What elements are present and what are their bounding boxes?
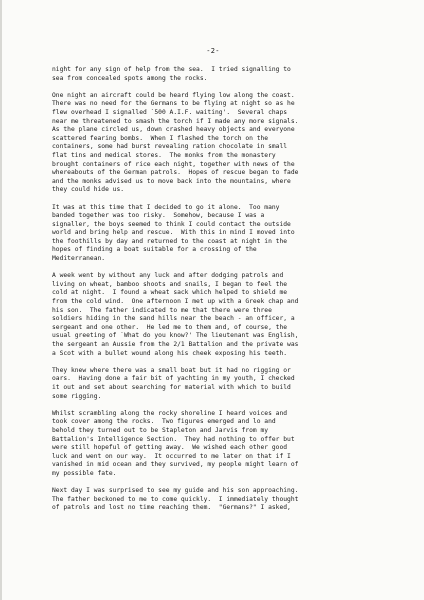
text-line: world and bring help and rescue. With this in mind I moved into	[52, 229, 295, 237]
text-line: oars. Having done a fair bit of yachting in my youth, I checked	[52, 375, 295, 383]
text-line: some rigging.	[52, 392, 102, 400]
text-line: flew overhead I signalled `500 A.I.F. waiting'. Several chaps	[52, 108, 288, 116]
text-line: luck and went on our way. It occurred to me later on that if I	[52, 452, 291, 460]
paragraph	[52, 66, 388, 83]
text-line: it out and set about searching for material with which to build	[52, 383, 291, 391]
text-line: Battalion's Intelligence Section. They had nothing to offer but	[52, 435, 295, 443]
paragraph	[52, 92, 388, 195]
text-line: the foothills by day and returned to the coast at night in the	[52, 237, 288, 245]
text-line: soldiers hiding in the sand hills near the beach - an officer, a	[52, 315, 295, 323]
text-line: They knew where there was a small boat but it had no rigging or	[52, 366, 291, 374]
text-line: near me threatened to smash the torch if I made any more signals.	[52, 117, 299, 125]
text-line: and the monks advised us to move back into the mountains, where	[52, 177, 291, 185]
text-line: cold at night. I found a wheat sack which helped to shield me	[52, 289, 288, 297]
text-line: Whilst scrambling along the rocky shoreline I heard voices and	[52, 409, 288, 417]
text-line: of patrols and lost no time reaching them. "Germans?" I asked,	[52, 504, 291, 512]
text-line: banded together was too risky. Somehow, because I was a	[52, 212, 265, 220]
text-line: the sergeant an Aussie from the 2/1 Battalion and the private was	[52, 341, 299, 348]
text-line: usual greeting of `What do you know?' The lieutenant was English,	[52, 332, 299, 340]
text-line: sergeant and one other. He led me to them and, of course, the	[52, 323, 288, 331]
text-line: whereabouts of the German patrols. Hopes of rescue began to fade	[52, 169, 299, 177]
paragraph	[52, 272, 388, 358]
text-line: As the plane circled us, down crashed heavy objects and everyone	[52, 126, 295, 134]
text-line: containers, some had burst revealing ration chocolate in small	[52, 143, 288, 151]
text-line: Next day I was surprised to see my guide and his son approaching.	[52, 487, 299, 495]
text-line: There was no need for the Germans to be flying at night so as he	[52, 100, 295, 108]
text-line: brought containers of rice each night, together with news of the	[52, 160, 295, 168]
text-line: scattered fearing bombs. When I flashed the torch on the	[52, 134, 269, 142]
text-line: they could hide us.	[52, 186, 125, 194]
text-line: night for any sign of help from the sea. I tried signalling to	[52, 66, 291, 73]
text-line: It was at this time that I decided to go it alone. Too many	[52, 203, 280, 211]
text-line: sea from concealed spots among the rocks.	[52, 74, 208, 82]
text-line: behold they turned out to be Stapleton and Jarvis from my	[52, 426, 269, 434]
text-line: The father beckoned to me to come quickly. I immediately thought	[52, 495, 299, 503]
body-text	[52, 66, 388, 521]
text-line: signaller, the boys seemed to think I could contact the outside	[52, 220, 291, 228]
text-line: flat tins and medical stores. The monks from the monastery	[52, 151, 276, 159]
paragraph	[52, 367, 388, 401]
text-line: from the cold wind. One afternoon I met up with a Greek chap and	[52, 298, 299, 306]
text-line: his son. The father indicated to me that there were three	[52, 306, 272, 314]
page-number: -2-	[206, 47, 220, 55]
text-line: a Scot with a bullet wound along his cheek exposing his teeth.	[52, 349, 288, 357]
text-line: were still hopeful of getting away. We wished each other good	[52, 444, 288, 452]
text-line: One night an aircraft could be heard flying low along the coast.	[52, 91, 295, 99]
text-line: A week went by without any luck and after dodging patrols and	[52, 272, 284, 280]
text-line: living on wheat, bamboo shoots and snails, I began to feel the	[52, 280, 288, 288]
paragraph	[52, 204, 388, 264]
text-line: hopes of finding a boat suitable for a crossing of the	[52, 246, 257, 254]
text-line: took cover among the rocks. Two figures emerged and lo and	[52, 418, 276, 426]
text-line: vanished in mid ocean and they survived, my people might learn of	[52, 461, 299, 469]
text-line: my possible fate.	[52, 469, 117, 477]
text-line: Mediterranean.	[52, 255, 106, 263]
paragraph	[52, 410, 388, 479]
paragraph	[52, 487, 388, 513]
